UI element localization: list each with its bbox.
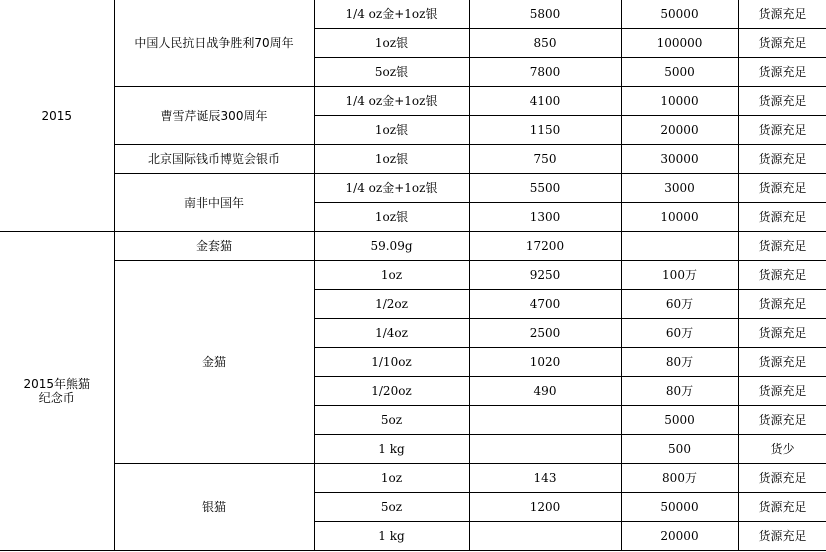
mintage-cell: 60万 [621, 319, 738, 348]
status-cell: 货源充足 [738, 203, 826, 232]
issue-price-cell [469, 406, 621, 435]
table-row [0, 464, 826, 493]
item-name-cell: 北京国际钱币博览会银币 [114, 145, 314, 174]
status-cell: 货源充足 [738, 406, 826, 435]
panda-group-label-line1: 2015年熊猫 [23, 377, 91, 391]
status-cell: 货源充足 [738, 29, 826, 58]
status-cell: 货源充足 [738, 348, 826, 377]
issue-price-cell: 490 [469, 377, 621, 406]
item-name-cell: 金套猫 [114, 232, 314, 261]
issue-price-cell: 7800 [469, 58, 621, 87]
mintage-cell: 50000 [621, 493, 738, 522]
mintage-cell: 500 [621, 435, 738, 464]
mintage-cell: 80万 [621, 377, 738, 406]
status-cell: 货源充足 [738, 261, 826, 290]
mintage-cell: 10000 [621, 203, 738, 232]
spec-cell: 1/4oz [314, 319, 469, 348]
panda-group-cell [0, 232, 114, 551]
status-cell: 货源充足 [738, 290, 826, 319]
issue-price-cell: 5500 [469, 174, 621, 203]
status-cell: 货源充足 [738, 116, 826, 145]
issue-price-cell: 4100 [469, 87, 621, 116]
issue-price-cell: 17200 [469, 232, 621, 261]
issue-price-cell: 1150 [469, 116, 621, 145]
issue-price-cell: 4700 [469, 290, 621, 319]
issue-price-cell: 1300 [469, 203, 621, 232]
item-name-cell: 金猫 [114, 261, 314, 464]
table-row [0, 174, 826, 203]
table-row [0, 261, 826, 290]
mintage-cell: 3000 [621, 174, 738, 203]
spec-cell: 1/10oz [314, 348, 469, 377]
issue-price-cell [469, 435, 621, 464]
spec-cell: 59.09g [314, 232, 469, 261]
issue-price-cell: 850 [469, 29, 621, 58]
year-cell-2015: 2015 [0, 0, 114, 232]
status-cell: 货源充足 [738, 58, 826, 87]
mintage-cell: 5000 [621, 406, 738, 435]
table-row [0, 0, 826, 29]
status-cell: 货源充足 [738, 232, 826, 261]
status-cell: 货源充足 [738, 145, 826, 174]
mintage-cell [621, 232, 738, 261]
issue-price-cell: 143 [469, 464, 621, 493]
item-name-cell: 中国人民抗日战争胜利70周年 [114, 0, 314, 87]
item-name-cell: 曹雪芹诞辰300周年 [114, 87, 314, 145]
spec-cell: 1 kg [314, 435, 469, 464]
spec-cell: 5oz [314, 493, 469, 522]
item-name-cell: 南非中国年 [114, 174, 314, 232]
mintage-cell: 20000 [621, 522, 738, 551]
spec-cell: 1/2oz [314, 290, 469, 319]
issue-price-cell: 9250 [469, 261, 621, 290]
status-cell: 货源充足 [738, 174, 826, 203]
status-cell: 货少 [738, 435, 826, 464]
spec-cell: 5oz银 [314, 58, 469, 87]
spec-cell: 1/20oz [314, 377, 469, 406]
spec-cell: 1oz银 [314, 116, 469, 145]
status-cell: 货源充足 [738, 319, 826, 348]
spec-cell: 1 kg [314, 522, 469, 551]
spec-cell: 1oz [314, 261, 469, 290]
status-cell: 货源充足 [738, 87, 826, 116]
status-cell: 货源充足 [738, 464, 826, 493]
table-row [0, 87, 826, 116]
issue-price-cell: 2500 [469, 319, 621, 348]
spec-cell: 1/4 oz金+1oz银 [314, 87, 469, 116]
mintage-cell: 20000 [621, 116, 738, 145]
mintage-cell: 60万 [621, 290, 738, 319]
status-cell: 货源充足 [738, 0, 826, 29]
spec-cell: 1oz银 [314, 29, 469, 58]
status-cell: 货源充足 [738, 522, 826, 551]
spec-cell: 1/4 oz金+1oz银 [314, 0, 469, 29]
mintage-cell: 100000 [621, 29, 738, 58]
mintage-cell: 30000 [621, 145, 738, 174]
table-row [0, 145, 826, 174]
mintage-cell: 80万 [621, 348, 738, 377]
spec-cell: 1oz [314, 464, 469, 493]
mintage-cell: 10000 [621, 87, 738, 116]
mintage-cell: 100万 [621, 261, 738, 290]
status-cell: 货源充足 [738, 377, 826, 406]
item-name-cell: 银猫 [114, 464, 314, 551]
panda-group-label-line2: 纪念币 [38, 391, 75, 405]
issue-price-cell: 1200 [469, 493, 621, 522]
spec-cell: 1oz银 [314, 145, 469, 174]
spec-cell: 1/4 oz金+1oz银 [314, 174, 469, 203]
spec-cell: 1oz银 [314, 203, 469, 232]
mintage-cell: 5000 [621, 58, 738, 87]
spec-cell: 5oz [314, 406, 469, 435]
issue-price-cell: 1020 [469, 348, 621, 377]
mintage-cell: 50000 [621, 0, 738, 29]
issue-price-cell: 5800 [469, 0, 621, 29]
status-cell: 货源充足 [738, 493, 826, 522]
table-row [0, 232, 826, 261]
mintage-cell: 800万 [621, 464, 738, 493]
issue-price-cell [469, 522, 621, 551]
issue-price-cell: 750 [469, 145, 621, 174]
